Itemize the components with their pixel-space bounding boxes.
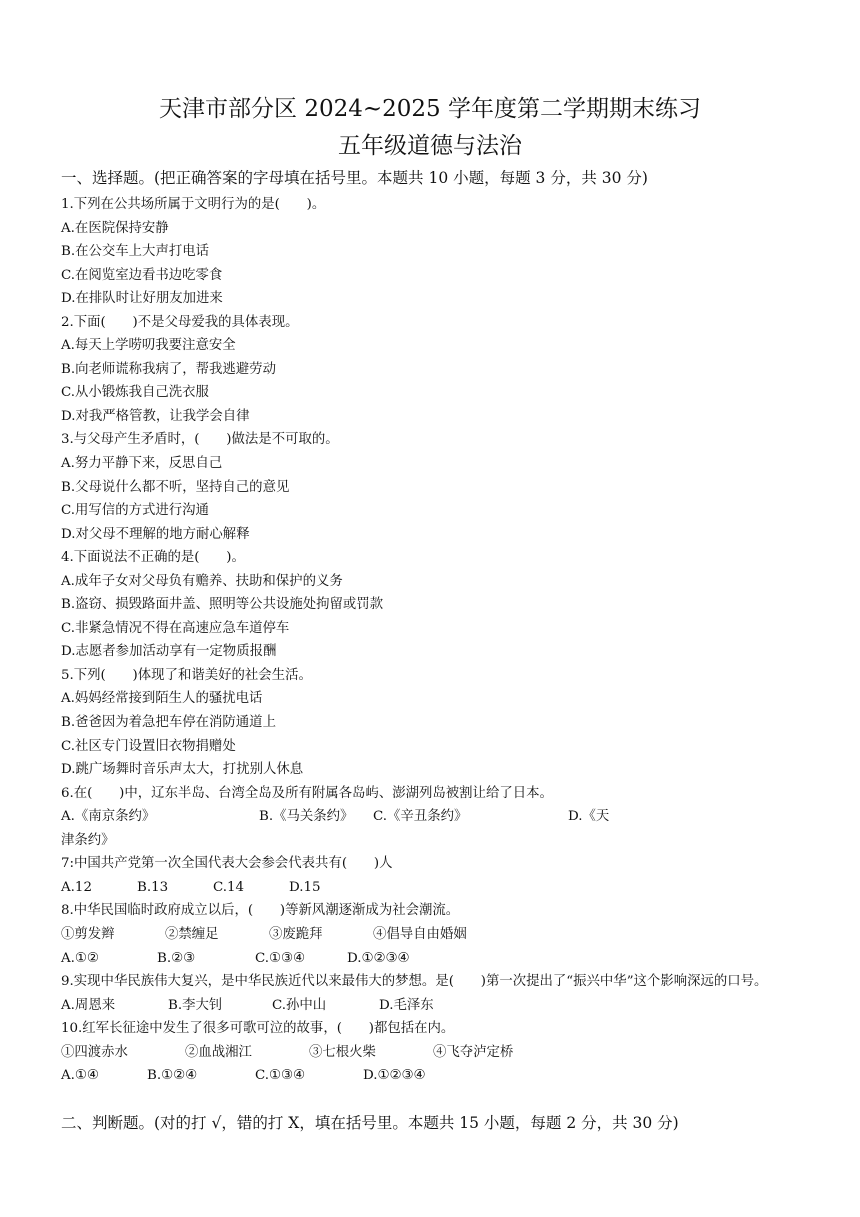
question-2-option-d: D.对我严格管教，让我学会自律 — [61, 408, 250, 424]
question-9-options — [61, 994, 806, 1018]
question-3-option-d: D.对父母不理解的地方耐心解释 — [61, 526, 250, 542]
question-2-option-b: B.向老师谎称我病了，帮我逃避劳动 — [61, 361, 276, 377]
question-7-option-d: D.15 — [289, 879, 321, 895]
question-10-item-4: ④飞夺泸定桥 — [433, 1044, 514, 1060]
question-7-option-b: B.13 — [137, 879, 169, 895]
question-1-option-c: C.在阅览室边看书边吃零食 — [61, 267, 223, 283]
question-8-options — [61, 947, 806, 971]
exam-subtitle: 五年级道德与法治 — [338, 133, 522, 159]
question-10-item-2: ②血战湘江 — [185, 1044, 252, 1060]
question-2-option-a: A.每天上学唠叨我要注意安全 — [61, 338, 236, 354]
question-6-option-c: C.《辛丑条约》 — [373, 809, 468, 825]
question-6-option-d: D.《天 — [568, 809, 610, 825]
question-5-option-a: A.妈妈经常接到陌生人的骚扰电话 — [61, 691, 263, 707]
question-1-option-a: A.在医院保持安静 — [61, 220, 169, 236]
question-9-stem: 9.实现中华民族伟大复兴，是中华民族近代以来最伟大的梦想。是( )第一次提出了“振兴中华”这个影响深远的口号。 — [61, 974, 768, 990]
question-10-options — [61, 1064, 806, 1088]
question-10-option-c: C.①③④ — [255, 1068, 306, 1084]
question-5-option-b: B.爸爸因为着急把车停在消防通道上 — [61, 715, 276, 731]
question-10-option-d: D.①②③④ — [363, 1068, 426, 1084]
question-10-stem: 10.红军长征途中发生了很多可歌可泣的故事，( )都包括在内。 — [61, 1021, 455, 1037]
question-1-stem: 1.下列在公共场所属于文明行为的是( )。 — [61, 197, 326, 212]
question-4-option-c: C.非紧急情况不得在高速应急车道停车 — [61, 620, 290, 636]
question-5-stem: 5.下列( )体现了和谐美好的社会生活。 — [61, 667, 312, 683]
question-6-options — [61, 805, 806, 829]
section-heading-true-false: 二、判断题。(对的打 √，错的打 X，填在括号里。本题共 15 小题，每题 2 分，共 30 分) — [61, 1114, 679, 1132]
question-8-item-4: ④倡导自由婚姻 — [373, 926, 467, 942]
question-2-option-c: C.从小锻炼我自己洗衣服 — [61, 385, 209, 401]
question-8-option-c: C.①③④ — [255, 950, 306, 966]
question-7-option-c: C.14 — [213, 879, 245, 895]
question-10-item-1: ①四渡赤水 — [61, 1044, 128, 1060]
question-1-option-b: B.在公交车上大声打电话 — [61, 244, 210, 260]
question-5-option-d: D.跳广场舞时音乐声太大，打扰别人休息 — [61, 762, 304, 778]
question-9-option-d: D.毛泽东 — [379, 997, 434, 1013]
question-10-option-a: A.①④ — [61, 1068, 99, 1084]
question-4-stem: 4.下面说法不正确的是( )。 — [61, 550, 245, 566]
question-10-item-3: ③七根火柴 — [309, 1044, 376, 1060]
question-4-option-d: D.志愿者参加活动享有一定物质报酬 — [61, 644, 277, 660]
question-3-stem: 3.与父母产生矛盾时，( )做法是不可取的。 — [61, 432, 339, 448]
question-3-option-b: B.父母说什么都不听，坚持自己的意见 — [61, 479, 290, 495]
question-7-option-a: A.12 — [61, 879, 92, 895]
question-8-items — [61, 923, 806, 947]
question-list — [61, 193, 806, 1088]
question-3-option-c: C.用写信的方式进行沟通 — [61, 503, 209, 519]
question-8-option-a: A.①② — [61, 950, 99, 966]
question-10-items — [61, 1041, 806, 1065]
question-9-option-b: B.李大钊 — [168, 997, 223, 1013]
question-7-stem: 7:中国共产党第一次全国代表大会参会代表共有( )人 — [61, 856, 393, 872]
exam-title: 天津市部分区 2024~2025 学年度第二学期期末练习 — [159, 96, 701, 122]
question-6-option-b: B.《马关条约》 — [259, 809, 354, 825]
question-8-option-d: D.①②③④ — [347, 950, 410, 966]
question-5-option-c: C.社区专门设置旧衣物捐赠处 — [61, 738, 236, 754]
question-4-option-b: B.盗窃、损毁路面井盖、照明等公共设施处拘留或罚款 — [61, 597, 384, 613]
question-9-option-a: A.周恩来 — [61, 997, 116, 1013]
question-6-stem: 6.在( )中，辽东半岛、台湾全岛及所有附属各岛屿、澎湖列岛被割让给了日本。 — [61, 785, 553, 801]
question-8-option-b: B.②③ — [157, 950, 196, 966]
question-8-item-3: ③废跪拜 — [269, 926, 323, 942]
question-8-stem: 8.中华民国临时政府成立以后，( )等新风潮逐渐成为社会潮流。 — [61, 903, 460, 919]
section-heading-choice: 一、选择题。(把正确答案的字母填在括号里。本题共 10 小题，每题 3 分，共 30 分) — [61, 169, 648, 187]
question-3-option-a: A.努力平静下来，反思自己 — [61, 456, 223, 472]
question-1-option-d: D.在排队时让好朋友加进来 — [61, 291, 223, 307]
question-6-option-d-continued: 津条约》 — [61, 832, 115, 848]
question-2-stem: 2.下面( )不是父母爱我的具体表现。 — [61, 314, 299, 330]
question-10-option-b: B.①②④ — [147, 1068, 198, 1084]
question-8-item-2: ②禁缠足 — [165, 926, 219, 942]
question-7-options — [61, 876, 806, 900]
question-9-option-c: C.孙中山 — [272, 997, 327, 1013]
question-8-item-1: ①剪发辫 — [61, 926, 115, 942]
question-6-option-a: A.《南京条约》 — [61, 809, 156, 825]
question-4-option-a: A.成年子女对父母负有赡养、扶助和保护的义务 — [61, 573, 343, 589]
